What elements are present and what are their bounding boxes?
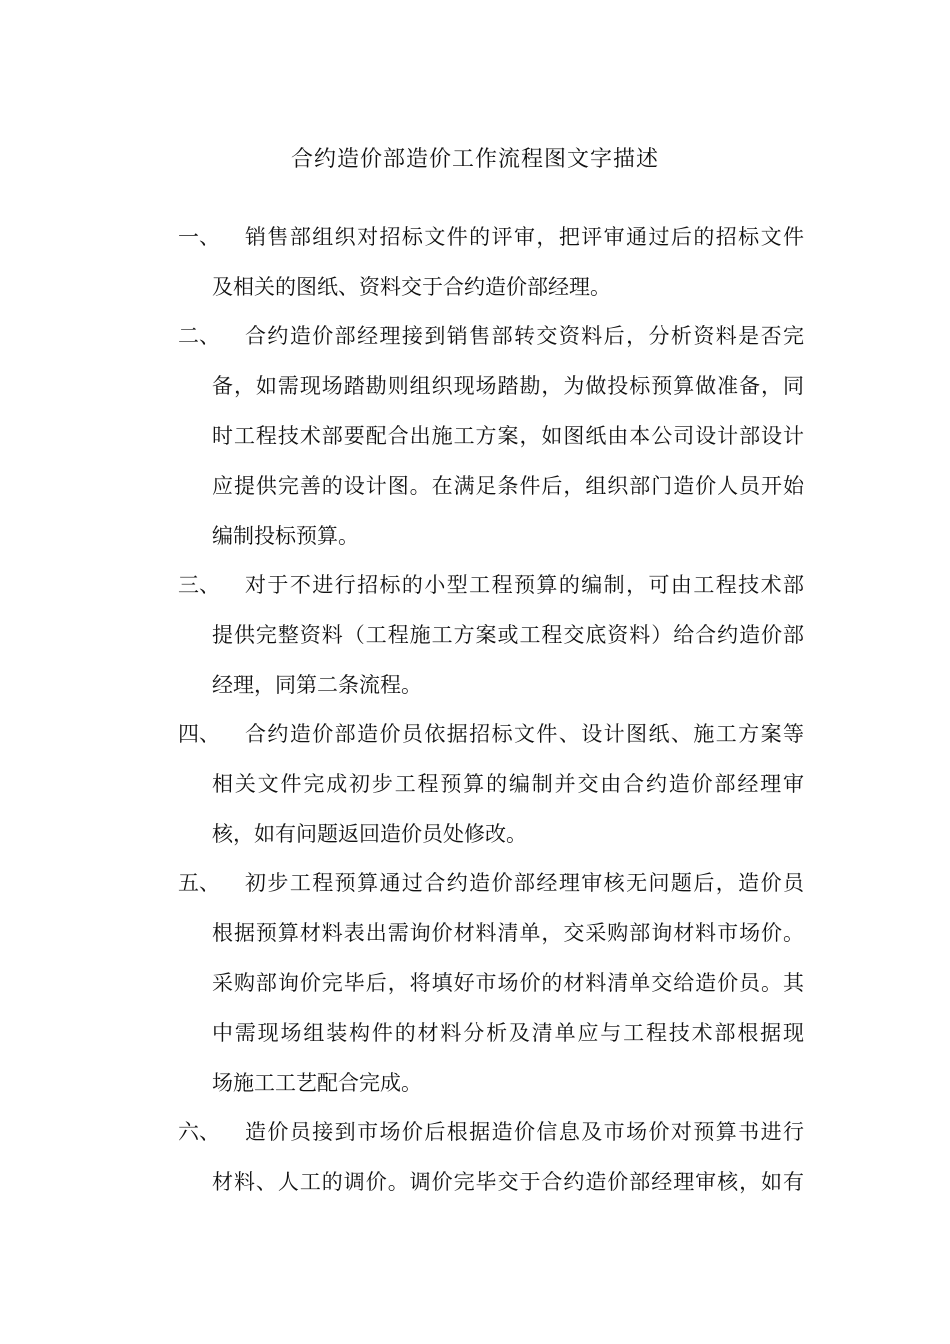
item-text-line: 编制投标预算。: [212, 524, 359, 548]
item-number: 五、: [178, 871, 220, 895]
item-text-line: 中需现场组装构件的材料分析及清单应与工程技术部根据现: [212, 1021, 804, 1045]
item-number: 六、: [178, 1120, 220, 1144]
item-number: 一、: [178, 225, 220, 249]
item-number: 二、: [178, 324, 220, 348]
item-text-line: 根据预算材料表出需询价材料清单，交采购部询材料市场价。: [212, 921, 804, 945]
item-number: 三、: [178, 573, 220, 597]
item-text-line: 提供完整资料（工程施工方案或工程交底资料）给合约造价部: [212, 623, 804, 647]
item-text-line: 合约造价部经理接到销售部转交资料后，分析资料是否完: [245, 324, 804, 348]
item-text-line: 合约造价部造价员依据招标文件、设计图纸、施工方案等: [245, 722, 804, 746]
item-text-line: 销售部组织对招标文件的评审，把评审通过后的招标文件: [245, 225, 804, 249]
item-number: 四、: [178, 722, 220, 746]
item-text-line: 造价员接到市场价后根据造价信息及市场价对预算书进行: [245, 1120, 804, 1144]
item-text-line: 核，如有问题返回造价员处修改。: [212, 822, 527, 846]
item-text-line: 时工程技术部要配合出施工方案，如图纸由本公司设计部设计: [212, 424, 804, 448]
item-text-line: 场施工工艺配合完成。: [212, 1071, 422, 1095]
item-text-line: 及相关的图纸、资料交于合约造价部经理。: [212, 275, 611, 299]
item-text-line: 相关文件完成初步工程预算的编制并交由合约造价部经理审: [212, 772, 804, 796]
document-title: 合约造价部造价工作流程图文字描述: [290, 147, 659, 172]
item-text-line: 材料、人工的调价。调价完毕交于合约造价部经理审核，如有: [212, 1170, 804, 1194]
item-text-line: 经理，同第二条流程。: [212, 673, 422, 697]
item-text-line: 对于不进行招标的小型工程预算的编制，可由工程技术部: [245, 573, 804, 597]
item-text-line: 备，如需现场踏勘则组织现场踏勘，为做投标预算做准备，同: [212, 374, 804, 398]
item-text-line: 初步工程预算通过合约造价部经理审核无问题后，造价员: [245, 871, 804, 895]
item-text-line: 采购部询价完毕后，将填好市场价的材料清单交给造价员。其: [212, 971, 804, 995]
item-text-line: 应提供完善的设计图。在满足条件后，组织部门造价人员开始: [212, 474, 804, 498]
